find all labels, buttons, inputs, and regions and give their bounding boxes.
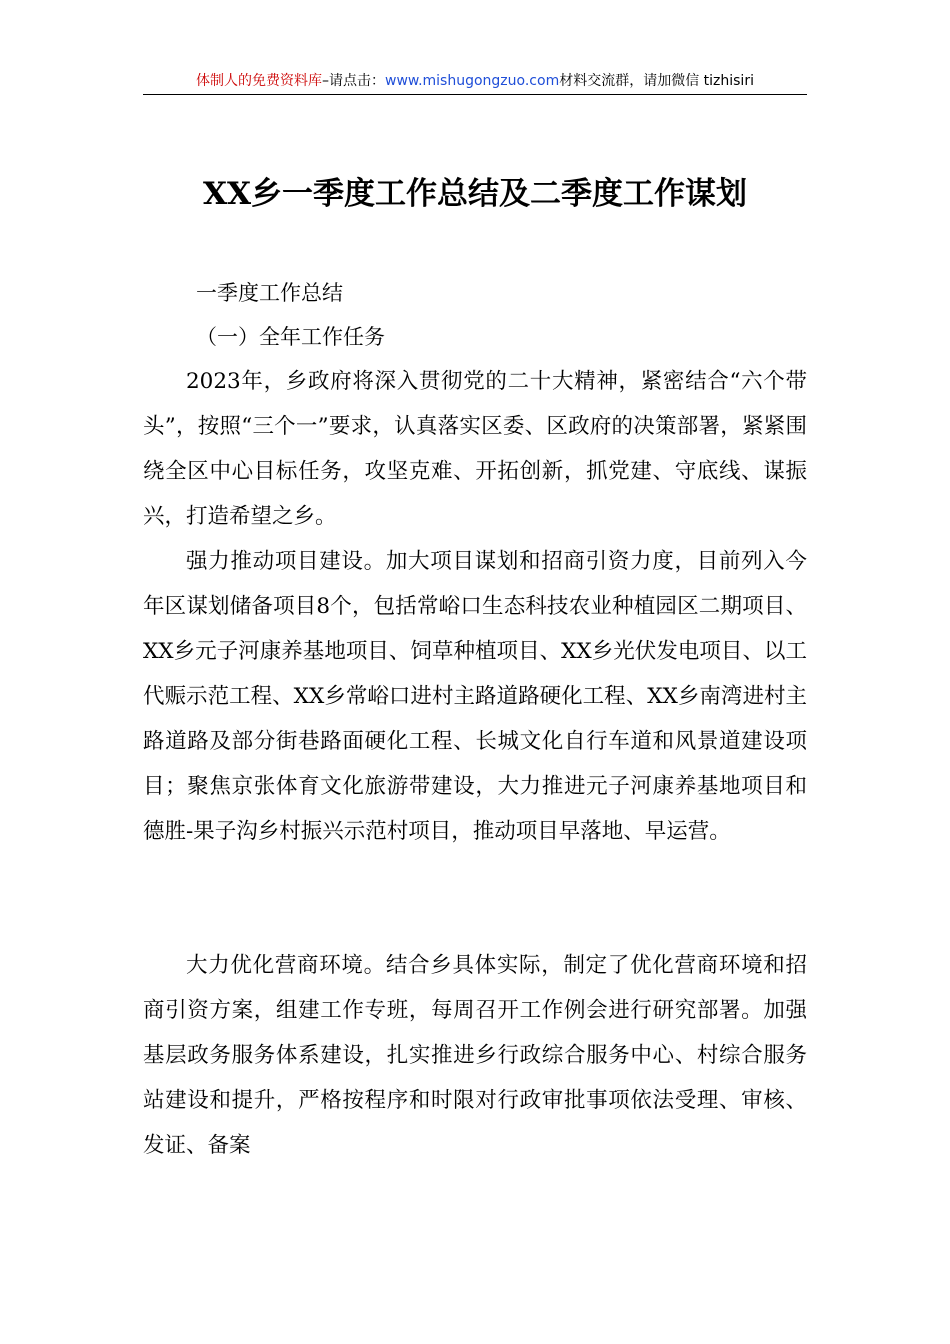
header-bar <box>143 68 807 95</box>
header-brand[interactable]: 体制人的免费资料库 <box>196 73 323 89</box>
header-url-link[interactable]: www.mishugongzuo.com <box>385 73 560 89</box>
section-heading: 一季度工作总结 <box>196 281 343 305</box>
header-suffix: 材料交流群，请加微信 tizhisiri <box>559 73 754 89</box>
paragraph-intro: 2023年，乡政府将深入贯彻党的二十大精神，紧密结合“六个带头”，按照“三个一”要求，认真落实区委、区政府的决策部署，紧紧围绕全区中心目标任务，攻坚克难、开拓创新，抓党建、守底线、谋振兴，打造希望之乡。 <box>143 369 807 529</box>
paragraph-business-environment: 大力优化营商环境。结合乡具体实际，制定了优化营商环境和招商引资方案，组建工作专班，每周召开工作例会进行研究部署。加强基层政务服务体系建设，扎实推进乡行政综合服务中心、村综合服务站建设和提升，严格按程序和时限对行政审批事项依法受理、审核、发证、备案 <box>143 953 807 1158</box>
subsection-heading: （一）全年工作任务 <box>196 325 385 349</box>
paragraph-project-construction: 强力推动项目建设。加大项目谋划和招商引资力度，目前列入今年区谋划储备项目8个，包括常峪口生态科技农业种植园区二期项目、XX乡元子河康养基地项目、饲草种植项目、XX乡光伏发电项目、以工代赈示范工程、XX乡常峪口进村主路道路硬化工程、XX乡南湾进村主路道路及部分街巷路面硬化工程、长城文化自行车道和风景道建设项目；聚焦京张体育文化旅游带建设，大力推进元子河康养基地项目和德胜-果子沟乡村振兴示范村项目，推动项目早落地、早运营。 <box>143 549 807 844</box>
header-prompt: –请点击： <box>322 73 386 89</box>
document-title: XX乡一季度工作总结及二季度工作谋划 <box>202 176 748 212</box>
